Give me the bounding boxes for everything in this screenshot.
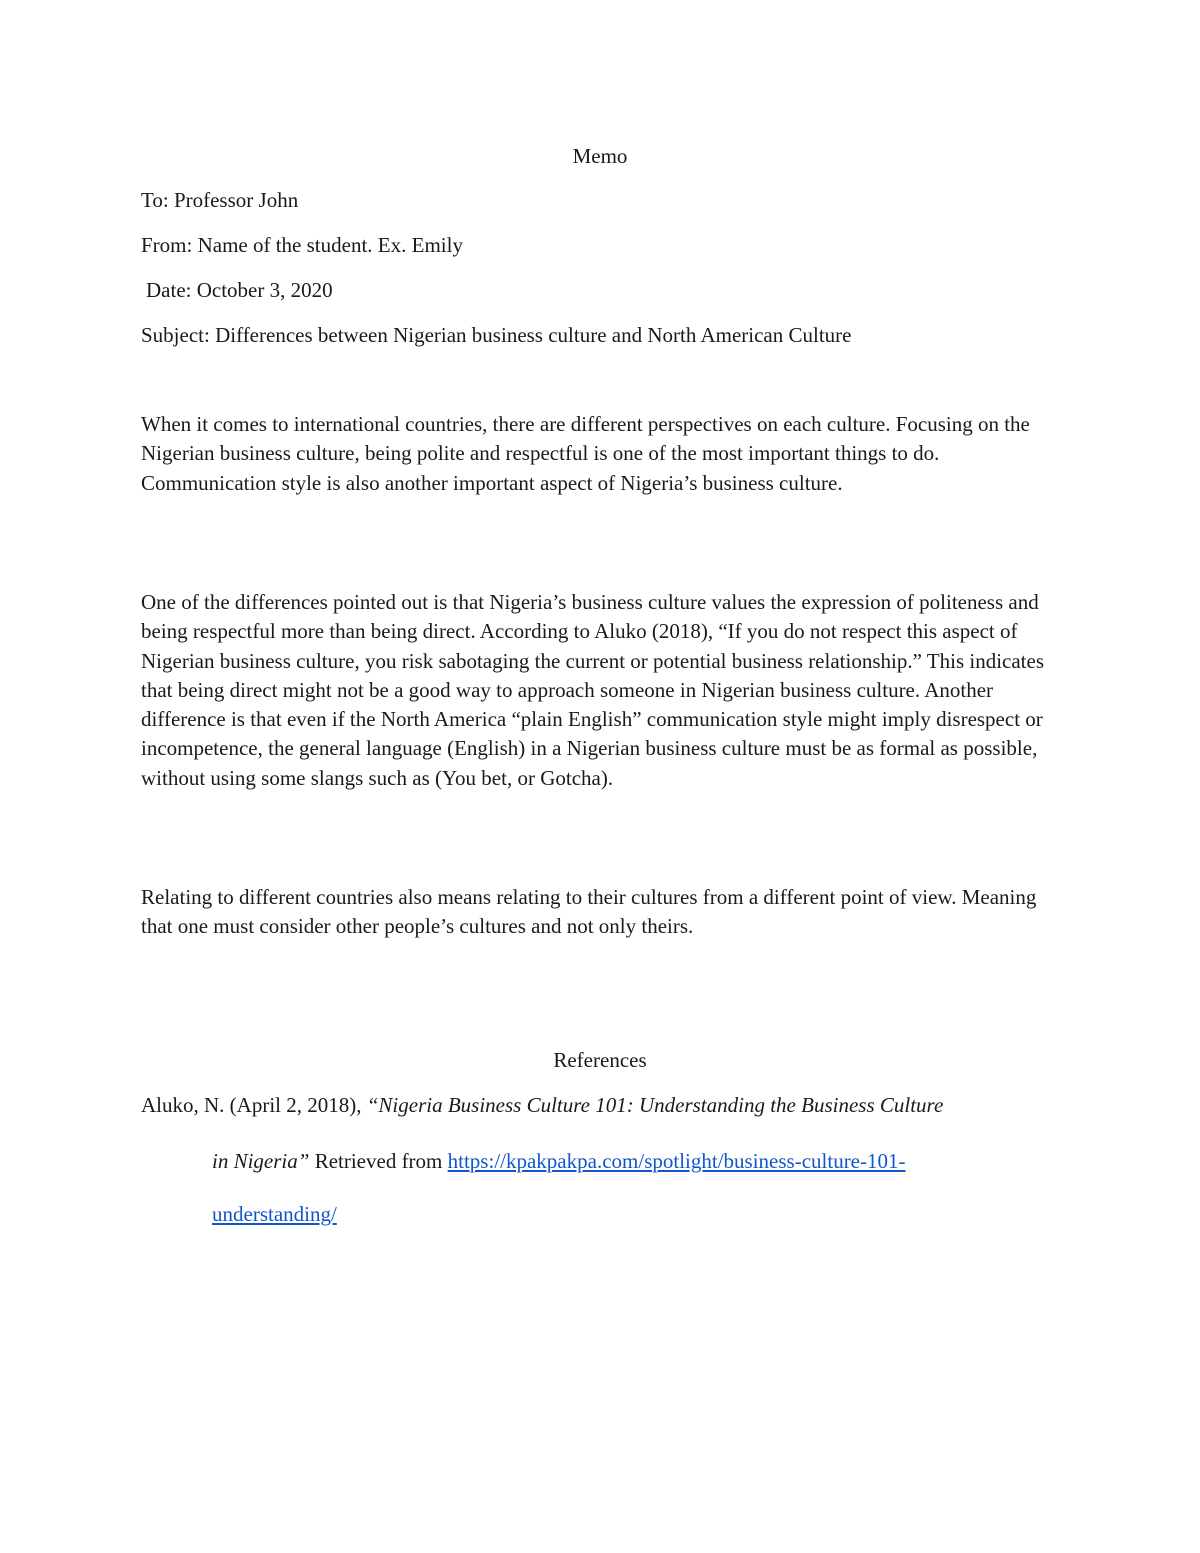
memo-date-line: Date: October 3, 2020 <box>146 278 333 302</box>
reference-author-date: Aluko, N. (April 2, 2018), <box>141 1093 367 1117</box>
body-paragraph-2: One of the differences pointed out is that Nigeria’s business culture values the expression of politeness and being respectful more than being direct. According to Aluko (2018), “If you do not respect this aspect of Nigerian business culture, you risk sabotaging the current or potential business relationship.” This indicates that being direct might not be a good way to approach someone in Nigerian business culture. Another difference is that even if the North America “plain English” communication style might imply disrespect or incompetence, the general language (English) in a Nigerian business culture must be as formal as possible, without using some slangs such as (You bet, or Gotcha). <box>141 590 1044 790</box>
reference-entry-line-1 <box>141 1091 943 1120</box>
reference-entry-line-3 <box>212 1200 337 1229</box>
reference-url-link-part-2[interactable]: understanding/ <box>212 1202 337 1226</box>
reference-url-link-part-1[interactable]: https://kpakpakpa.com/spotlight/business-culture-101- <box>447 1149 906 1173</box>
references-heading: References <box>553 1048 647 1072</box>
reference-entry-line-2 <box>212 1147 906 1176</box>
body-paragraph-3: Relating to different countries also means relating to their cultures from a different point of view. Meaning that one must consider other people’s cultures and not only theirs. <box>141 885 1037 939</box>
reference-title-part-1: “Nigeria Business Culture 101: Understanding the Business Culture <box>366 1093 944 1117</box>
memo-title: Memo <box>572 144 628 168</box>
memo-subject-line: Subject: Differences between Nigerian business culture and North American Culture <box>141 323 852 347</box>
body-paragraph-1: When it comes to international countries, there are different perspectives on each culture. Focusing on the Nigerian business culture, being polite and respectful is one of the most important things to do. Communication style is also another important aspect of Nigeria’s business culture. <box>141 412 1030 495</box>
memo-from-line: From: Name of the student. Ex. Emily <box>141 233 463 257</box>
memo-to-line: To: Professor John <box>141 188 299 212</box>
reference-retrieved-text: Retrieved from <box>309 1149 448 1173</box>
reference-title-part-2: in Nigeria” <box>212 1149 310 1173</box>
